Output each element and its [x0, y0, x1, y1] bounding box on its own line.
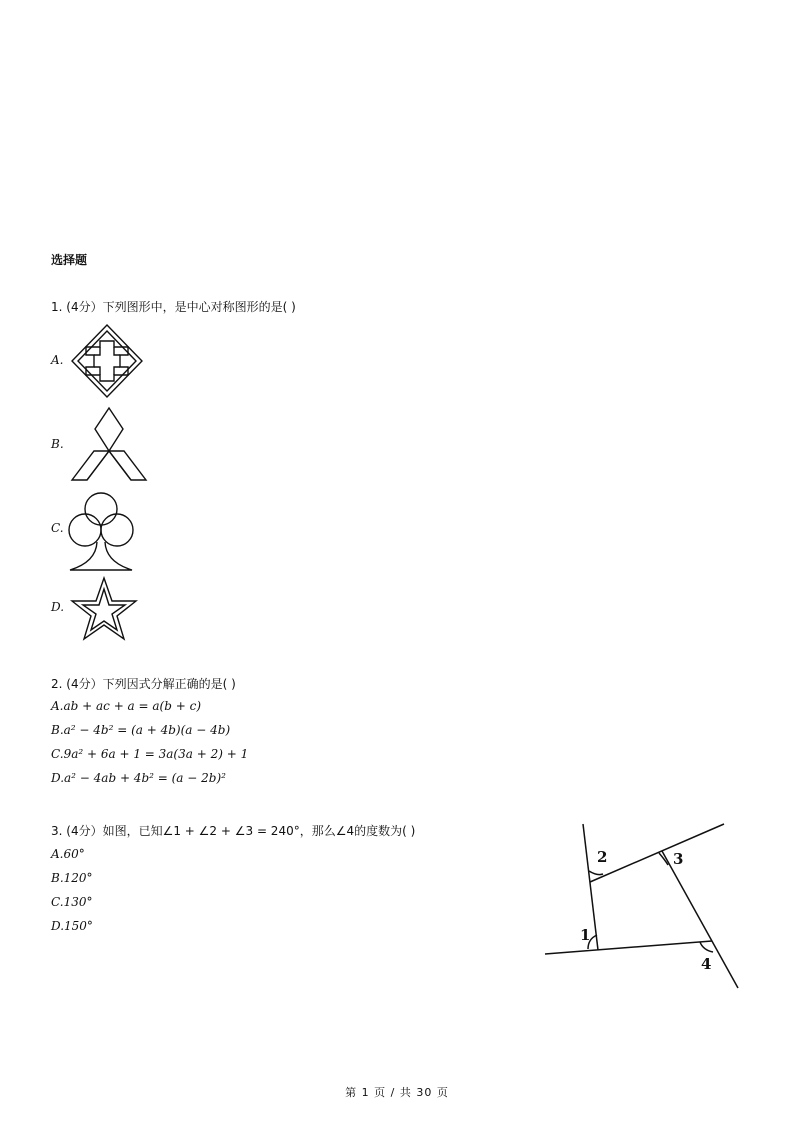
question-1-stem: 1. (4分）下列图形中，是中心对称图形的是( ) — [51, 300, 296, 314]
q3-option-c: C.130° — [51, 895, 93, 909]
q1-option-b-figure — [70, 406, 148, 482]
page-footer: 第 1 页 / 共 30 页 — [345, 1086, 449, 1099]
q1-option-c-label: C. — [51, 521, 64, 535]
angle-4-label: 4 — [701, 955, 712, 973]
q1-option-b-label: B. — [51, 437, 64, 451]
q3-option-a: A.60° — [51, 847, 85, 861]
angle-3-label: 3 — [673, 850, 684, 868]
q2-option-c: C.9a² + 6a + 1 = 3a(3a + 2) + 1 — [51, 747, 249, 761]
q2-option-a: A.ab + ac + a = a(b + c) — [51, 699, 201, 713]
question-2-stem: 2. (4分）下列因式分解正确的是( ) — [51, 677, 236, 691]
q1-option-c-figure — [66, 490, 136, 572]
side-line-right — [662, 851, 738, 988]
q1-option-d-figure — [70, 576, 138, 642]
side-line-top — [590, 824, 724, 882]
q1-option-a-figure — [70, 323, 144, 399]
question-3-stem: 3. (4分）如图，已知∠1 + ∠2 + ∠3 = 240°，那么∠4的度数为( ) — [51, 824, 416, 838]
angle-1-label: 1 — [580, 926, 591, 944]
q1-option-d-label: D. — [51, 600, 65, 614]
angle-2-label: 2 — [597, 848, 608, 866]
q3-option-d: D.150° — [51, 919, 93, 933]
q1-option-a-label: A. — [51, 353, 64, 367]
q3-quadrilateral-figure — [540, 820, 745, 992]
section-title: 选择题 — [51, 253, 88, 267]
q2-option-b: B.a² − 4b² = (a + 4b)(a − 4b) — [51, 723, 231, 737]
q3-option-b: B.120° — [51, 871, 93, 885]
q2-option-d: D.a² − 4ab + 4b² = (a − 2b)² — [51, 771, 226, 785]
angle-4-arc — [700, 942, 713, 952]
angle-2-arc — [589, 871, 603, 875]
side-line-bottom — [545, 941, 712, 954]
